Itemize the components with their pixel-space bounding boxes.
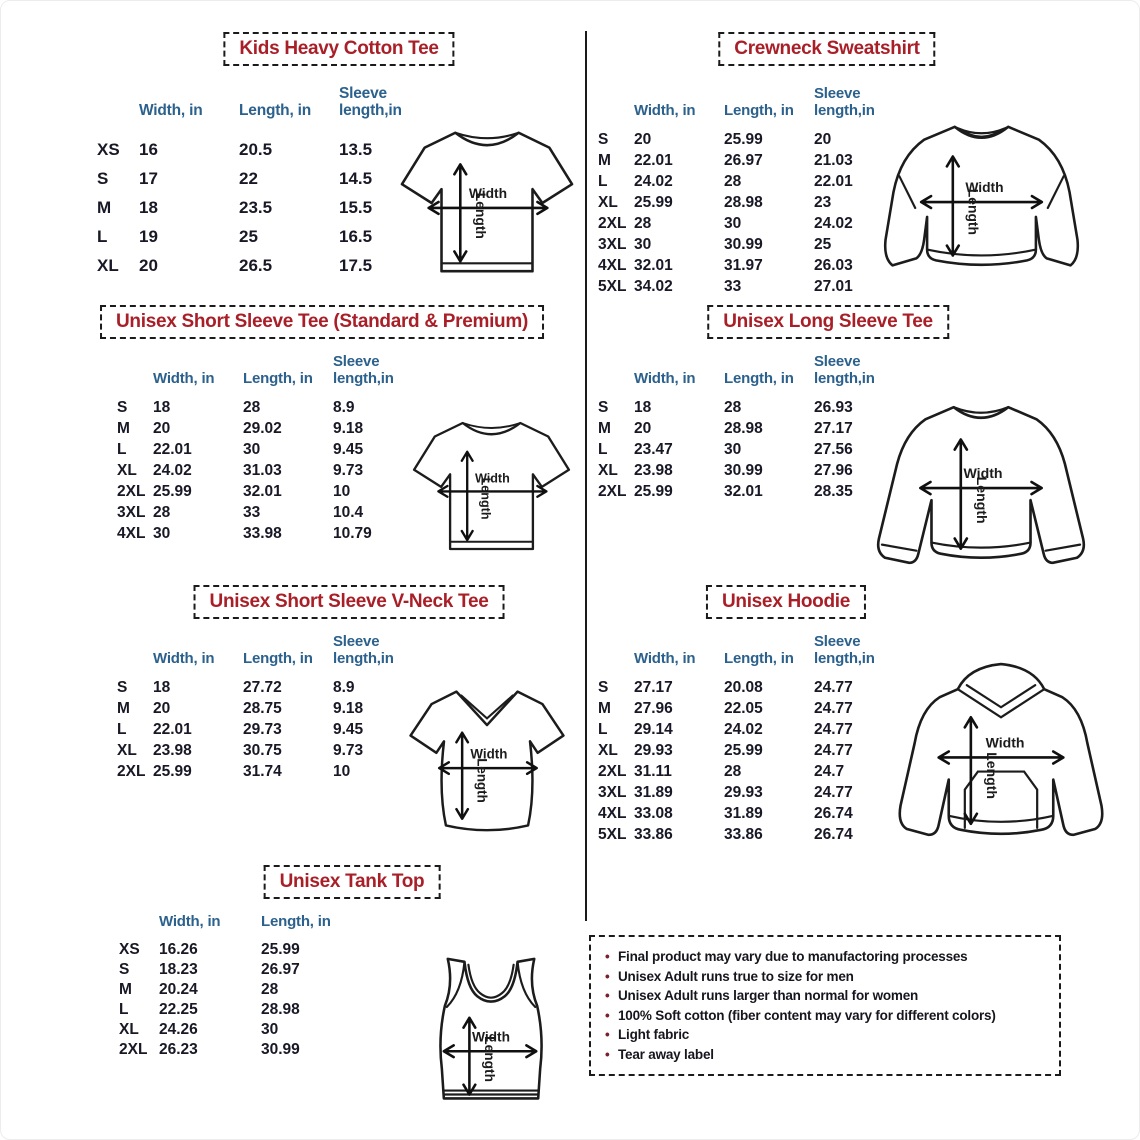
measurement-value: 28 <box>724 173 742 190</box>
measurement-value: 31.89 <box>724 805 763 822</box>
measurement-value: 18 <box>153 399 171 416</box>
width-label: Width <box>985 734 1025 751</box>
measurement-value: 10 <box>333 763 351 780</box>
size-label: M <box>598 152 611 169</box>
section-title-box <box>264 865 441 899</box>
width-label: Width <box>471 1029 511 1045</box>
measurement-value: 24.7 <box>814 763 845 780</box>
size-table <box>119 913 363 1060</box>
size-row <box>598 255 892 276</box>
measurement-value: 30.99 <box>724 236 763 253</box>
size-label: M <box>117 420 130 437</box>
column-header: Width, in <box>159 913 221 930</box>
size-label: XL <box>598 462 618 479</box>
size-row <box>97 135 419 164</box>
column-header: Sleeve length,in <box>814 85 875 119</box>
size-label: XL <box>119 1021 139 1038</box>
measurement-value: 10.79 <box>333 525 372 542</box>
size-row <box>119 1000 363 1020</box>
note-item: • Tear away label <box>603 1045 1047 1065</box>
size-column-header <box>598 633 634 677</box>
measurement-value: 29.93 <box>724 784 763 801</box>
measurement-value: 26.93 <box>814 399 853 416</box>
measurement-value: 28 <box>634 215 652 232</box>
measurement-value: 26.23 <box>159 1041 198 1058</box>
size-label: 3XL <box>117 504 146 521</box>
size-label: 3XL <box>598 784 627 801</box>
header-row <box>598 85 892 129</box>
size-row <box>117 502 411 523</box>
note-item: • Final product may vary due to manufactoring processes <box>603 947 1047 967</box>
measurement-value: 18 <box>139 198 158 217</box>
measurement-value: 17.5 <box>339 256 373 275</box>
measurement-value: 23.47 <box>634 441 673 458</box>
size-label: S <box>598 399 609 416</box>
width-label: Width <box>470 746 508 762</box>
measurement-value: 26.97 <box>724 152 763 169</box>
column-header: Sleeve length,in <box>333 633 394 667</box>
measurement-value: 30 <box>724 215 742 232</box>
width-label: Width <box>963 464 1003 481</box>
note-item: • 100% Soft cotton (fiber content may vary for different colors) <box>603 1006 1047 1026</box>
size-row <box>598 150 892 171</box>
measurement-value: 28.75 <box>243 700 282 717</box>
size-column-header <box>117 353 153 397</box>
measurement-value: 24.02 <box>153 462 192 479</box>
size-label: L <box>97 227 108 246</box>
size-label: XS <box>119 941 140 958</box>
size-row <box>117 719 411 740</box>
measurement-value: 28 <box>724 763 742 780</box>
hoodie-illustration <box>879 657 1123 863</box>
measurement-value: 28 <box>724 399 742 416</box>
measurement-value: 23.5 <box>239 198 273 217</box>
size-row <box>598 782 892 803</box>
column-header: Sleeve length,in <box>333 353 394 387</box>
length-label: Length <box>973 476 990 524</box>
measurement-value: 9.73 <box>333 462 364 479</box>
size-label: 2XL <box>117 483 146 500</box>
measurement-value: 30.99 <box>724 462 763 479</box>
center-divider <box>585 31 587 921</box>
column-header: Length, in <box>243 370 313 387</box>
size-row <box>119 960 363 980</box>
column-header: Length, in <box>261 913 331 930</box>
measurement-value: 22.01 <box>814 173 853 190</box>
long-sleeve-tee-illustration <box>859 391 1103 583</box>
size-row <box>598 129 892 150</box>
column-header: Length, in <box>243 650 313 667</box>
column-header: Sleeve length,in <box>814 353 875 387</box>
measurement-value: 27.17 <box>634 679 673 696</box>
header-row <box>97 85 419 135</box>
measurement-value: 23.98 <box>153 742 192 759</box>
size-row <box>97 222 419 251</box>
measurement-value: 10 <box>333 483 351 500</box>
size-label: XL <box>117 742 137 759</box>
size-table <box>598 353 892 502</box>
column-header: Length, in <box>724 650 794 667</box>
measurement-value: 14.5 <box>339 169 373 188</box>
size-row <box>119 980 363 1000</box>
measurement-value: 28.35 <box>814 483 853 500</box>
size-row <box>117 740 411 761</box>
column-header: Width, in <box>634 370 696 387</box>
size-label: 5XL <box>598 278 627 295</box>
measurement-value: 16.5 <box>339 227 373 246</box>
size-label: L <box>598 441 608 458</box>
measurement-value: 20 <box>153 700 171 717</box>
column-header: Sleeve length,in <box>814 633 875 667</box>
column-header: Length, in <box>239 102 312 119</box>
length-label: Length <box>478 477 493 520</box>
size-row <box>97 193 419 222</box>
measurement-value: 27.56 <box>814 441 853 458</box>
measurement-value: 22.01 <box>634 152 673 169</box>
measurement-value: 9.45 <box>333 441 364 458</box>
size-label: XL <box>598 742 618 759</box>
size-label: M <box>598 420 611 437</box>
size-label: 4XL <box>598 257 627 274</box>
measurement-value: 30 <box>243 441 261 458</box>
measurement-value: 13.5 <box>339 140 373 159</box>
measurement-value: 29.93 <box>634 742 673 759</box>
measurement-value: 25.99 <box>724 742 763 759</box>
measurement-value: 20 <box>634 420 652 437</box>
size-row <box>117 439 411 460</box>
measurement-value: 28.98 <box>261 1001 300 1018</box>
measurement-value: 24.26 <box>159 1021 198 1038</box>
size-row <box>117 481 411 502</box>
size-row <box>598 677 892 698</box>
size-label: L <box>117 721 127 738</box>
note-item: • Light fabric <box>603 1025 1047 1045</box>
measurement-value: 25.99 <box>634 194 673 211</box>
size-row <box>598 761 892 782</box>
size-table <box>598 633 892 845</box>
size-table <box>117 633 411 782</box>
measurement-value: 31.11 <box>634 763 672 780</box>
measurement-value: 20 <box>814 131 832 148</box>
product-notes-box <box>589 935 1061 1076</box>
measurement-value: 20.08 <box>724 679 763 696</box>
size-label: XS <box>97 140 120 159</box>
size-row <box>598 439 892 460</box>
measurement-value: 30.99 <box>261 1041 300 1058</box>
size-label: XL <box>598 194 618 211</box>
section-title: Unisex Hoodie <box>721 591 851 612</box>
measurement-value: 24.02 <box>724 721 763 738</box>
measurement-value: 8.9 <box>333 399 355 416</box>
measurement-value: 26.74 <box>814 805 853 822</box>
measurement-value: 27.96 <box>814 462 853 479</box>
measurement-value: 33.86 <box>634 826 673 843</box>
size-row <box>598 171 892 192</box>
note-item: • Unisex Adult runs larger than normal for women <box>603 986 1047 1006</box>
measurement-value: 34.02 <box>634 278 673 295</box>
size-row <box>598 276 892 297</box>
measurement-value: 25.99 <box>153 763 192 780</box>
measurement-value: 30 <box>261 1021 279 1038</box>
column-header: Length, in <box>724 370 794 387</box>
size-label: S <box>119 961 130 978</box>
size-row <box>117 460 411 481</box>
header-row <box>598 353 892 397</box>
measurement-value: 26.03 <box>814 257 853 274</box>
measurement-value: 22 <box>239 169 258 188</box>
measurement-value: 31.03 <box>243 462 282 479</box>
size-label: M <box>97 198 112 217</box>
size-row <box>598 234 892 255</box>
section-title-box <box>718 32 935 66</box>
size-label: S <box>598 679 609 696</box>
size-label: 4XL <box>598 805 627 822</box>
measurement-value: 16.26 <box>159 941 198 958</box>
measurement-value: 21.03 <box>814 152 853 169</box>
size-column-header <box>97 85 139 135</box>
size-row <box>598 460 892 481</box>
size-label: 2XL <box>598 483 627 500</box>
measurement-value: 29.02 <box>243 420 282 437</box>
size-column-header <box>119 913 159 940</box>
size-table <box>97 85 419 280</box>
size-row <box>119 1020 363 1040</box>
section-title-box <box>707 305 949 339</box>
size-column-header <box>598 353 634 397</box>
section-title-box <box>223 32 454 66</box>
measurement-value: 29.14 <box>634 721 673 738</box>
measurement-value: 20.24 <box>159 981 198 998</box>
measurement-value: 24.77 <box>814 784 853 801</box>
size-label: 3XL <box>598 236 627 253</box>
size-label: L <box>598 721 608 738</box>
size-row <box>598 397 892 418</box>
size-row <box>117 397 411 418</box>
measurement-value: 23 <box>814 194 832 211</box>
size-column-header <box>117 633 153 677</box>
measurement-value: 24.77 <box>814 742 853 759</box>
measurement-value: 31.74 <box>243 763 282 780</box>
measurement-value: 8.9 <box>333 679 355 696</box>
measurement-value: 24.02 <box>814 215 853 232</box>
measurement-value: 9.18 <box>333 420 364 437</box>
measurement-value: 22.05 <box>724 700 763 717</box>
size-row <box>117 677 411 698</box>
width-label: Width <box>474 471 510 486</box>
size-row <box>117 698 411 719</box>
measurement-value: 20.5 <box>239 140 273 159</box>
column-header: Width, in <box>153 370 215 387</box>
size-label: 5XL <box>598 826 627 843</box>
note-item: • Unisex Adult runs true to size for men <box>603 967 1047 987</box>
width-label: Width <box>965 179 1004 196</box>
measurement-value: 30 <box>634 236 652 253</box>
column-header: Length, in <box>724 102 794 119</box>
measurement-value: 22.25 <box>159 1001 198 1018</box>
measurement-value: 33.98 <box>243 525 282 542</box>
measurement-value: 9.73 <box>333 742 364 759</box>
size-row <box>117 523 411 544</box>
size-row <box>97 164 419 193</box>
measurement-value: 32.01 <box>243 483 282 500</box>
size-label: 2XL <box>598 215 627 232</box>
measurement-value: 31.89 <box>634 784 673 801</box>
measurement-value: 9.18 <box>333 700 364 717</box>
section-title-box <box>100 305 544 339</box>
size-label: 2XL <box>598 763 627 780</box>
measurement-value: 28.98 <box>724 194 763 211</box>
header-row <box>117 633 411 677</box>
section-title: Unisex Long Sleeve Tee <box>723 311 933 332</box>
measurement-value: 9.45 <box>333 721 364 738</box>
measurement-value: 16 <box>139 140 158 159</box>
measurement-value: 20 <box>634 131 652 148</box>
size-row <box>598 481 892 502</box>
size-table <box>117 353 411 544</box>
column-header: Width, in <box>634 650 696 667</box>
measurement-value: 25 <box>239 227 258 246</box>
size-table <box>598 85 892 297</box>
size-row <box>598 192 892 213</box>
section-title: Unisex Short Sleeve Tee (Standard & Premium) <box>116 311 528 332</box>
measurement-value: 23.98 <box>634 462 673 479</box>
size-label: 4XL <box>117 525 146 542</box>
measurement-value: 20 <box>139 256 158 275</box>
measurement-value: 32.01 <box>724 483 763 500</box>
size-column-header <box>598 85 634 129</box>
size-label: XL <box>97 256 119 275</box>
section-title-box <box>194 585 505 619</box>
measurement-value: 27.72 <box>243 679 282 696</box>
measurement-value: 26.5 <box>239 256 273 275</box>
measurement-value: 30 <box>153 525 171 542</box>
size-row <box>117 761 411 782</box>
measurement-value: 28 <box>261 981 279 998</box>
measurement-value: 25.99 <box>261 941 300 958</box>
length-label: Length <box>473 192 490 239</box>
measurement-value: 33.08 <box>634 805 673 822</box>
size-label: M <box>598 700 611 717</box>
size-label: XL <box>117 462 137 479</box>
measurement-value: 28 <box>243 399 261 416</box>
size-label: S <box>598 131 609 148</box>
measurement-value: 31.97 <box>724 257 763 274</box>
measurement-value: 24.02 <box>634 173 673 190</box>
measurement-value: 33.86 <box>724 826 763 843</box>
measurement-value: 28 <box>153 504 171 521</box>
measurement-value: 25.99 <box>724 131 763 148</box>
size-row <box>598 803 892 824</box>
size-row <box>97 251 419 280</box>
product-notes-list <box>603 947 1047 1064</box>
tank-top-illustration <box>417 951 567 1123</box>
column-header: Width, in <box>634 102 696 119</box>
size-label: S <box>117 399 128 416</box>
column-header: Width, in <box>153 650 215 667</box>
size-row <box>119 1040 363 1060</box>
measurement-value: 27.96 <box>634 700 673 717</box>
section-title: Crewneck Sweatshirt <box>734 38 920 59</box>
column-header: Width, in <box>139 102 203 119</box>
size-label: M <box>117 700 130 717</box>
measurement-value: 33 <box>243 504 261 521</box>
measurement-value: 32.01 <box>634 257 673 274</box>
measurement-value: 26.74 <box>814 826 853 843</box>
size-label: M <box>119 981 132 998</box>
measurement-value: 27.01 <box>814 278 853 295</box>
measurement-value: 26.97 <box>261 961 300 978</box>
size-row <box>598 418 892 439</box>
measurement-value: 10.4 <box>333 504 364 521</box>
size-label: 2XL <box>117 763 146 780</box>
measurement-value: 19 <box>139 227 158 246</box>
measurement-value: 30.75 <box>243 742 282 759</box>
length-label: Length <box>474 758 490 803</box>
measurement-value: 29.73 <box>243 721 282 738</box>
measurement-value: 33 <box>724 278 742 295</box>
unisex-tee-illustration <box>399 405 584 567</box>
header-row <box>598 633 892 677</box>
measurement-value: 25.99 <box>153 483 192 500</box>
measurement-value: 15.5 <box>339 198 373 217</box>
size-row <box>598 824 892 845</box>
measurement-value: 24.77 <box>814 700 853 717</box>
size-row <box>598 719 892 740</box>
size-row <box>598 213 892 234</box>
size-label: L <box>119 1001 129 1018</box>
crewneck-sweatshirt-illustration <box>873 113 1091 296</box>
measurement-value: 22.01 <box>153 721 192 738</box>
size-label: L <box>117 441 127 458</box>
measurement-value: 24.77 <box>814 679 853 696</box>
measurement-value: 18 <box>153 679 171 696</box>
length-label: Length <box>983 752 1000 799</box>
section-title: Unisex Tank Top <box>279 871 425 892</box>
v-neck-tee-illustration <box>401 673 573 845</box>
size-label: S <box>97 169 109 188</box>
size-row <box>598 740 892 761</box>
length-label: Length <box>482 1036 498 1083</box>
column-header: Sleeve length,in <box>339 85 402 119</box>
measurement-value: 22.01 <box>153 441 192 458</box>
measurement-value: 24.77 <box>814 721 853 738</box>
section-title: Kids Heavy Cotton Tee <box>239 38 439 59</box>
measurement-value: 25 <box>814 236 832 253</box>
width-label: Width <box>468 185 508 202</box>
size-row <box>119 940 363 960</box>
section-title-box <box>706 585 866 619</box>
measurement-value: 28.98 <box>724 420 763 437</box>
kids-tee-illustration <box>393 113 581 291</box>
measurement-value: 25.99 <box>634 483 673 500</box>
size-label: L <box>598 173 608 190</box>
header-row <box>119 913 363 940</box>
size-label: 2XL <box>119 1041 148 1058</box>
measurement-value: 18 <box>634 399 652 416</box>
measurement-value: 27.17 <box>814 420 853 437</box>
size-label: S <box>117 679 128 696</box>
section-title: Unisex Short Sleeve V-Neck Tee <box>209 591 489 612</box>
measurement-value: 20 <box>153 420 171 437</box>
length-label: Length <box>965 188 982 235</box>
measurement-value: 30 <box>724 441 742 458</box>
measurement-value: 17 <box>139 169 158 188</box>
size-row <box>117 418 411 439</box>
measurement-value: 18.23 <box>159 961 198 978</box>
size-row <box>598 698 892 719</box>
header-row <box>117 353 411 397</box>
